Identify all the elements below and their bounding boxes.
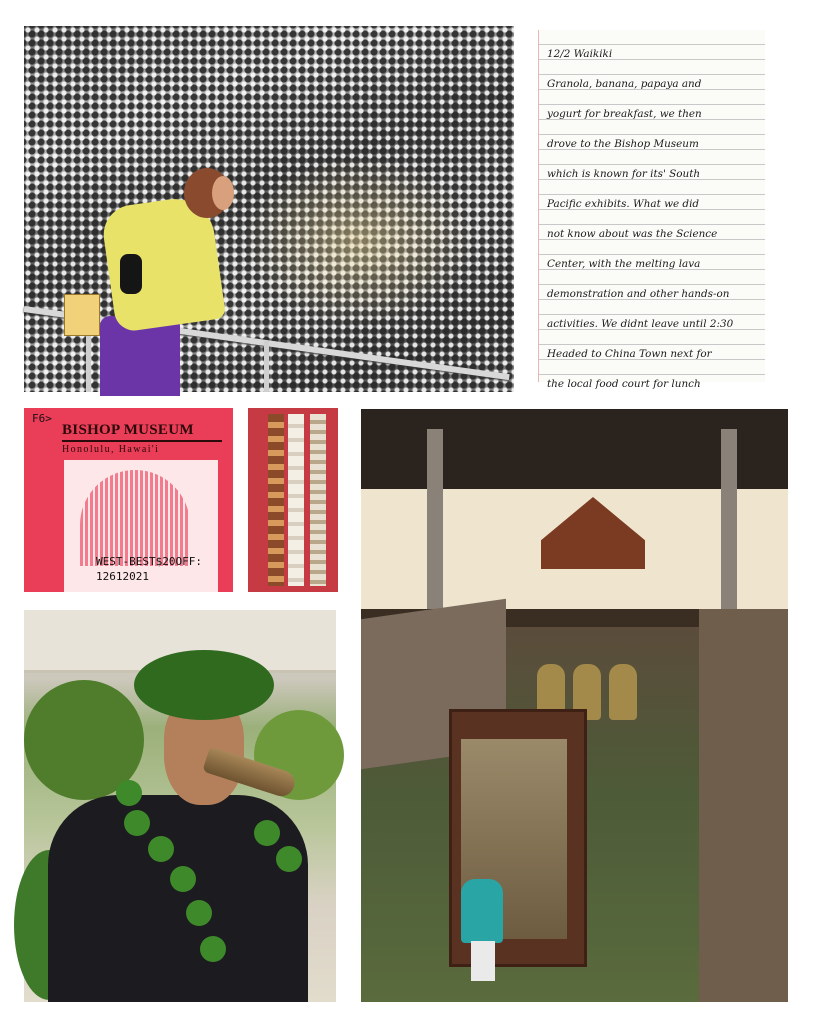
journal-line: the local food court for lunch <box>547 378 701 390</box>
journal-line: not know about was the Science <box>547 228 718 240</box>
tapa-strip <box>310 414 326 586</box>
tapa-strip <box>288 414 304 586</box>
ticket-title: BISHOP MUSEUM <box>62 422 194 438</box>
photo-horn-player <box>24 610 336 1002</box>
journal-line: Granola, banana, papaya and <box>547 78 702 90</box>
journal-page <box>538 30 765 390</box>
woman-face <box>212 176 234 210</box>
photo-sequin-wall <box>24 26 514 392</box>
lei-leaf <box>186 900 212 926</box>
balcony-right <box>699 609 788 1002</box>
journal-line: Pacific exhibits. What we did <box>547 198 700 210</box>
figure-statue <box>609 664 637 720</box>
journal-line: activities. We didnt leave until 2:30 <box>547 318 734 330</box>
journal-line: yogurt for breakfast, we then <box>547 108 702 120</box>
lei-leaf <box>170 866 196 892</box>
hall-pillar <box>721 429 737 629</box>
wall-reflection <box>244 156 474 326</box>
ticket-stamp-line: WEST-BEST$20OFF: <box>96 555 202 568</box>
info-sign <box>64 294 100 336</box>
journal-line: drove to the Bishop Museum <box>547 138 699 150</box>
ticket-stamp-line: 12612021 <box>96 570 149 583</box>
ticket-subtitle: Honolulu, Hawai'i <box>62 444 160 455</box>
tapa-strip <box>268 414 284 586</box>
rail-post <box>264 341 269 392</box>
lei-leaf <box>200 936 226 962</box>
lei-leaf <box>148 836 174 862</box>
lei-leaf <box>124 810 150 836</box>
journal-line: Center, with the melting lava <box>547 258 701 270</box>
photo-tapa-cloth <box>248 408 338 592</box>
visitor-legs <box>471 941 495 981</box>
lei-leaf <box>116 780 142 806</box>
visitor <box>461 879 503 943</box>
journal-line: 12/2 Waikiki <box>547 48 613 60</box>
ticket-stamp <box>96 554 202 584</box>
ticket-code: F6> <box>32 412 52 425</box>
leaf-crown <box>134 650 274 720</box>
hall-pillar <box>427 429 443 629</box>
woman-bag <box>120 254 142 294</box>
lei-leaf <box>254 820 280 846</box>
photo-museum-hall <box>361 409 788 1002</box>
lei-leaf <box>276 846 302 872</box>
journal-line: which is known for its' South <box>547 168 701 180</box>
museum-ticket <box>24 408 233 592</box>
journal-line: Headed to China Town next for <box>547 348 712 360</box>
ticket-divider <box>62 440 222 442</box>
journal-line: demonstration and other hands-on <box>547 288 730 300</box>
